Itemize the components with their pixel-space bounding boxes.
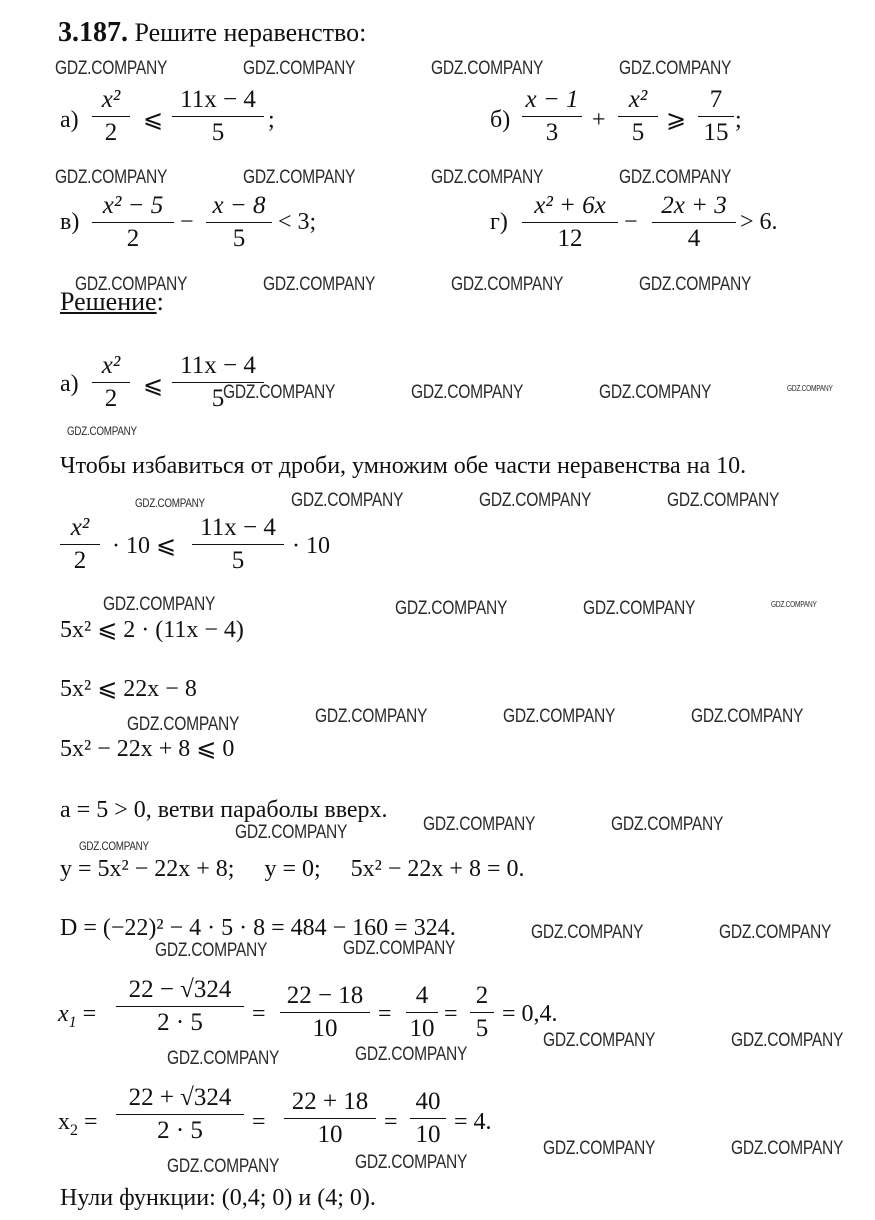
watermark: GDZ.COMPANY	[431, 58, 544, 79]
watermark: GDZ.COMPANY	[691, 706, 804, 727]
solution-a-rhs-fraction: 11x − 4 5	[172, 352, 264, 413]
x1-eq-1: =	[252, 1001, 266, 1027]
watermark: GDZ.COMPANY	[639, 274, 752, 295]
watermark: GDZ.COMPANY	[355, 1152, 468, 1173]
problem-b-plus: +	[592, 107, 606, 133]
x2-result: = 4.	[454, 1109, 492, 1135]
watermark: GDZ.COMPANY	[731, 1030, 844, 1051]
task-header	[58, 18, 366, 48]
x1-fraction-4: 2 5	[470, 982, 494, 1043]
watermark: GDZ.COMPANY	[479, 490, 592, 511]
mult-lhs-fraction: x² 2	[60, 514, 100, 575]
problem-a-lhs-fraction: x² 2	[92, 86, 130, 147]
watermark: GDZ.COMPANY	[719, 922, 832, 943]
watermark: GDZ.COMPANY	[667, 490, 780, 511]
problem-b-fraction-2: x² 5	[618, 86, 658, 147]
watermark: GDZ.COMPANY	[75, 274, 188, 295]
watermark: GDZ.COMPANY	[583, 598, 696, 619]
x2-fraction-1: 22 + √324 2 · 5	[116, 1084, 244, 1145]
x2-lhs: $x_2$ =	[58, 1109, 98, 1139]
x1-fraction-1: 22 − √324 2 · 5	[116, 976, 244, 1037]
x2-fraction-3: 40 10	[410, 1088, 446, 1149]
problem-a-op: ⩽	[143, 107, 164, 133]
watermark: GDZ.COMPANY	[235, 822, 348, 843]
problem-g-minus: −	[624, 209, 638, 235]
watermark: GDZ.COMPANY	[291, 490, 404, 511]
watermark: GDZ.COMPANY	[167, 1048, 280, 1069]
problem-b-op: ⩾	[666, 107, 687, 133]
problem-v-fraction-1: x² − 5 2	[92, 192, 174, 253]
mult-part-1: · 10 ⩽	[112, 533, 177, 559]
watermark: GDZ.COMPANY	[55, 167, 168, 188]
watermark: GDZ.COMPANY	[315, 706, 428, 727]
watermark: GDZ.COMPANY	[771, 600, 817, 609]
mult-part-2: · 10	[292, 533, 330, 559]
solution-step-5: y = 5x² − 22x + 8; y = 0; 5x² − 22x + 8 = 0.	[60, 856, 525, 882]
watermark: GDZ.COMPANY	[243, 167, 356, 188]
watermark: GDZ.COMPANY	[103, 594, 216, 615]
watermark: GDZ.COMPANY	[787, 384, 833, 393]
watermark: GDZ.COMPANY	[423, 814, 536, 835]
task-title: Решите неравенство:	[134, 18, 367, 47]
x1-lhs: $x_1$ =	[58, 1001, 97, 1031]
watermark: GDZ.COMPANY	[503, 706, 616, 727]
problem-v-label: в)	[60, 209, 80, 235]
mult-rhs-fraction: 11x − 4 5	[192, 514, 284, 575]
x1-fraction-3: 4 10	[406, 982, 438, 1043]
watermark: GDZ.COMPANY	[611, 814, 724, 835]
watermark: GDZ.COMPANY	[731, 1138, 844, 1159]
watermark: GDZ.COMPANY	[55, 58, 168, 79]
solution-a-lhs-fraction: x² 2	[92, 352, 130, 413]
x1-fraction-2: 22 − 18 10	[280, 982, 370, 1043]
solution-a-op: ⩽	[143, 373, 164, 399]
solution-step-4: a = 5 > 0, ветви параболы вверх.	[60, 797, 388, 823]
task-number: 3.187.	[58, 17, 128, 48]
x1-result: = 0,4.	[502, 1001, 558, 1027]
problem-g-fraction-1: x² + 6x 12	[522, 192, 618, 253]
watermark: GDZ.COMPANY	[343, 938, 456, 959]
problem-b-fraction-3: 7 15	[698, 86, 734, 147]
problem-v-rest: < 3;	[278, 209, 317, 235]
watermark: GDZ.COMPANY	[619, 167, 732, 188]
problem-v-minus: −	[180, 209, 194, 235]
x1-eq-3: =	[444, 1001, 458, 1027]
watermark: GDZ.COMPANY	[411, 382, 524, 403]
problem-a-label: а)	[60, 107, 79, 133]
x2-eq-2: =	[384, 1109, 398, 1135]
watermark: GDZ.COMPANY	[619, 58, 732, 79]
solution-discriminant: D = (−22)² − 4 · 5 · 8 = 484 − 160 = 324.	[60, 915, 456, 941]
watermark: GDZ.COMPANY	[155, 940, 268, 961]
watermark: GDZ.COMPANY	[127, 714, 240, 735]
solution-step-1: 5x² ⩽ 2 · (11x − 4)	[60, 617, 244, 643]
problem-a-rhs-fraction: 11x − 4 5	[172, 86, 264, 147]
solution-step-2: 5x² ⩽ 22x − 8	[60, 676, 197, 702]
watermark: GDZ.COMPANY	[135, 496, 205, 510]
watermark: GDZ.COMPANY	[355, 1044, 468, 1065]
watermark: GDZ.COMPANY	[167, 1156, 280, 1177]
watermark: GDZ.COMPANY	[543, 1138, 656, 1159]
problem-g-label: г)	[490, 209, 508, 235]
problem-b-label: б)	[490, 107, 511, 133]
watermark: GDZ.COMPANY	[543, 1030, 656, 1051]
watermark: GDZ.COMPANY	[67, 424, 137, 438]
problem-g-fraction-2: 2x + 3 4	[652, 192, 736, 253]
watermark: GDZ.COMPANY	[395, 598, 508, 619]
watermark: GDZ.COMPANY	[531, 922, 644, 943]
watermark: GDZ.COMPANY	[79, 839, 149, 853]
x1-eq-2: =	[378, 1001, 392, 1027]
problem-v-fraction-2: x − 8 5	[206, 192, 272, 253]
solution-text-1: Чтобы избавиться от дроби, умножим обе части неравенства на 10.	[60, 453, 747, 479]
solution-step-3: 5x² − 22x + 8 ⩽ 0	[60, 736, 235, 762]
solution-heading: Решение:	[60, 287, 164, 316]
problem-a-end: ;	[268, 107, 275, 133]
problem-b-fraction-1: x − 1 3	[522, 86, 582, 147]
problem-g-rest: > 6.	[740, 209, 778, 235]
watermark: GDZ.COMPANY	[263, 274, 376, 295]
watermark: GDZ.COMPANY	[451, 274, 564, 295]
x2-eq-1: =	[252, 1109, 266, 1135]
solution-zeros: Нули функции: (0,4; 0) и (4; 0).	[60, 1185, 376, 1211]
problem-b-end: ;	[735, 107, 742, 133]
watermark: GDZ.COMPANY	[599, 382, 712, 403]
x2-fraction-2: 22 + 18 10	[284, 1088, 376, 1149]
watermark: GDZ.COMPANY	[431, 167, 544, 188]
solution-a-label: а)	[60, 371, 79, 397]
watermark: GDZ.COMPANY	[243, 58, 356, 79]
watermark: GDZ.COMPANY	[223, 382, 336, 403]
